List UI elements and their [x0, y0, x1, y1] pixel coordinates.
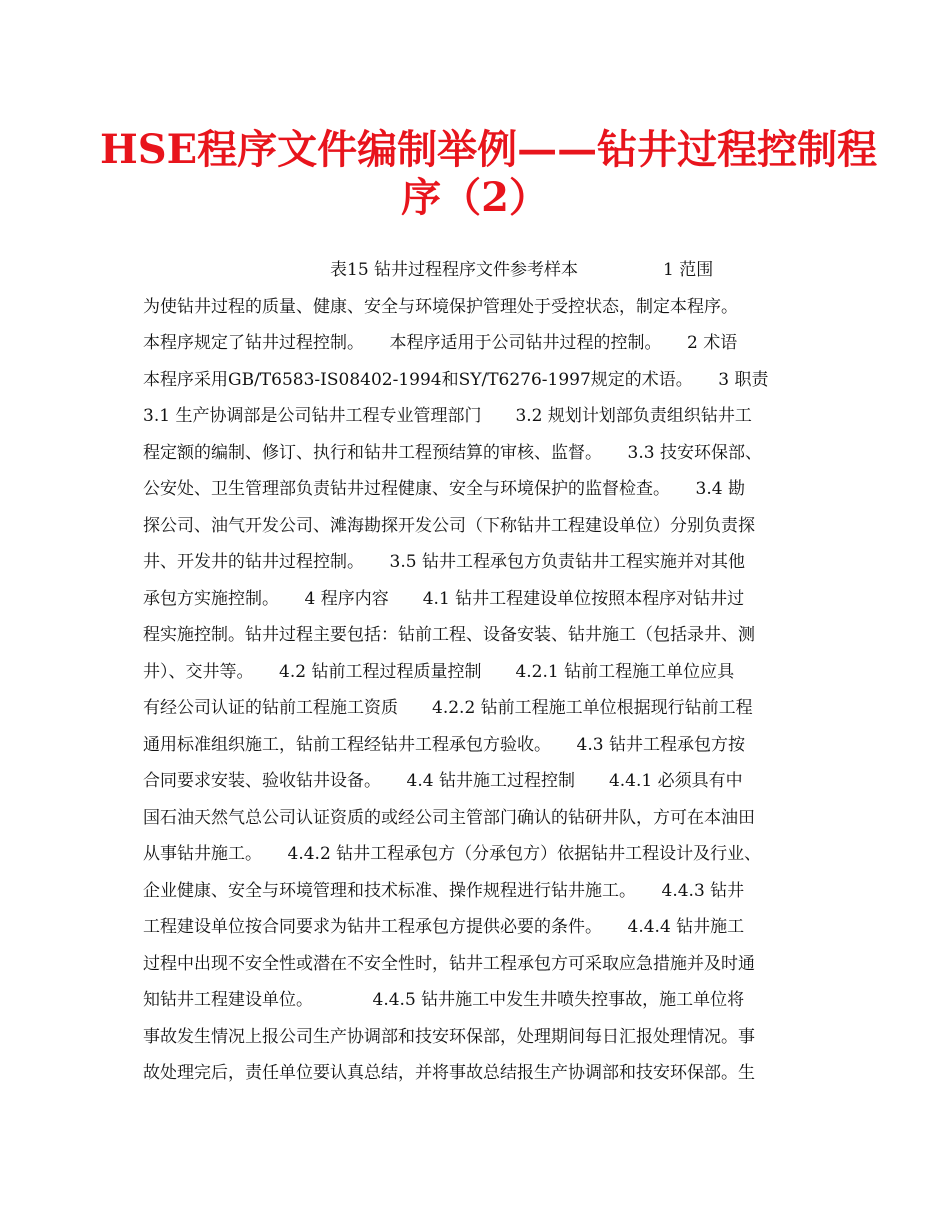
body-line: 程定额的编制、修订、执行和钻井工程预结算的审核、监督。 3.3 技安环保部、	[143, 442, 762, 463]
document-title-line-2: 序（2）	[401, 174, 549, 221]
body-line: 探公司、油气开发公司、滩海勘探开发公司（下称钻井工程建设单位）分别负责探	[143, 515, 755, 536]
body-line: 3.1 生产协调部是公司钻井工程专业管理部门 3.2 规划计划部负责组织钻井工	[143, 406, 752, 426]
body-line: 工程建设单位按合同要求为钻井工程承包方提供必要的条件。 4.4.4 钻井施工	[143, 917, 745, 937]
body-line: 井、开发井的钻井过程控制。 3.5 钻井工程承包方负责钻井工程实施并对其他	[143, 552, 745, 572]
body-line: 承包方实施控制。 4 程序内容 4.1 钻井工程建设单位按照本程序对钻井过	[143, 588, 745, 609]
body-line: 本程序规定了钻井过程控制。 本程序适用于公司钻井过程的控制。 2 术语	[143, 333, 738, 353]
body-line: 企业健康、安全与环境管理和技术标准、操作规程进行钻井施工。 4.4.3 钻井	[143, 880, 745, 901]
document-body	[143, 252, 823, 1092]
document-title-line-1: HSE程序文件编制举例——钻井过程控制程	[100, 126, 878, 173]
body-line: 故处理完后，责任单位要认真总结，并将事故总结报生产协调部和技安环保部。生	[143, 1063, 755, 1083]
body-line: 为使钻井过程的质量、健康、安全与环境保护管理处于受控状态，制定本程序。	[143, 296, 738, 317]
body-line: 从事钻井施工。 4.4.2 钻井工程承包方（分承包方）依据钻井工程设计及行业、	[143, 844, 762, 864]
body-line: 本程序采用GB/T6583-IS08402-1994和SY/T6276-1997规定的术语。 3 职责	[143, 369, 769, 390]
body-line: 合同要求安装、验收钻井设备。 4.4 钻井施工过程控制 4.4.1 必须具有中	[143, 771, 743, 791]
body-line: 井）、交井等。 4.2 钻前工程过程质量控制 4.2.1 钻前工程施工单位应具	[143, 661, 735, 682]
body-line: 表15 钻井过程程序文件参考样本 1 范围	[143, 260, 714, 280]
body-line: 过程中出现不安全性或潜在不安全性时，钻井工程承包方可采取应急措施并及时通	[143, 953, 755, 974]
body-line: 知钻井工程建设单位。 4.4.5 钻井施工中发生井喷失控事故，施工单位将	[143, 990, 745, 1010]
body-line: 事故发生情况上报公司生产协调部和技安环保部，处理期间每日汇报处理情况。事	[143, 1026, 755, 1047]
body-line: 公安处、卫生管理部负责钻井过程健康、安全与环境保护的监督检查。 3.4 勘	[143, 479, 745, 499]
body-line: 程实施控制。钻井过程主要包括：钻前工程、设备安装、钻井施工（包括录井、测	[143, 625, 755, 645]
body-line: 国石油天然气总公司认证资质的或经公司主管部门确认的钻研井队，方可在本油田	[143, 807, 755, 828]
body-line: 通用标准组织施工，钻前工程经钻井工程承包方验收。 4.3 钻井工程承包方按	[143, 734, 745, 755]
body-line: 有经公司认证的钻前工程施工资质 4.2.2 钻前工程施工单位根据现行钻前工程	[143, 698, 753, 718]
